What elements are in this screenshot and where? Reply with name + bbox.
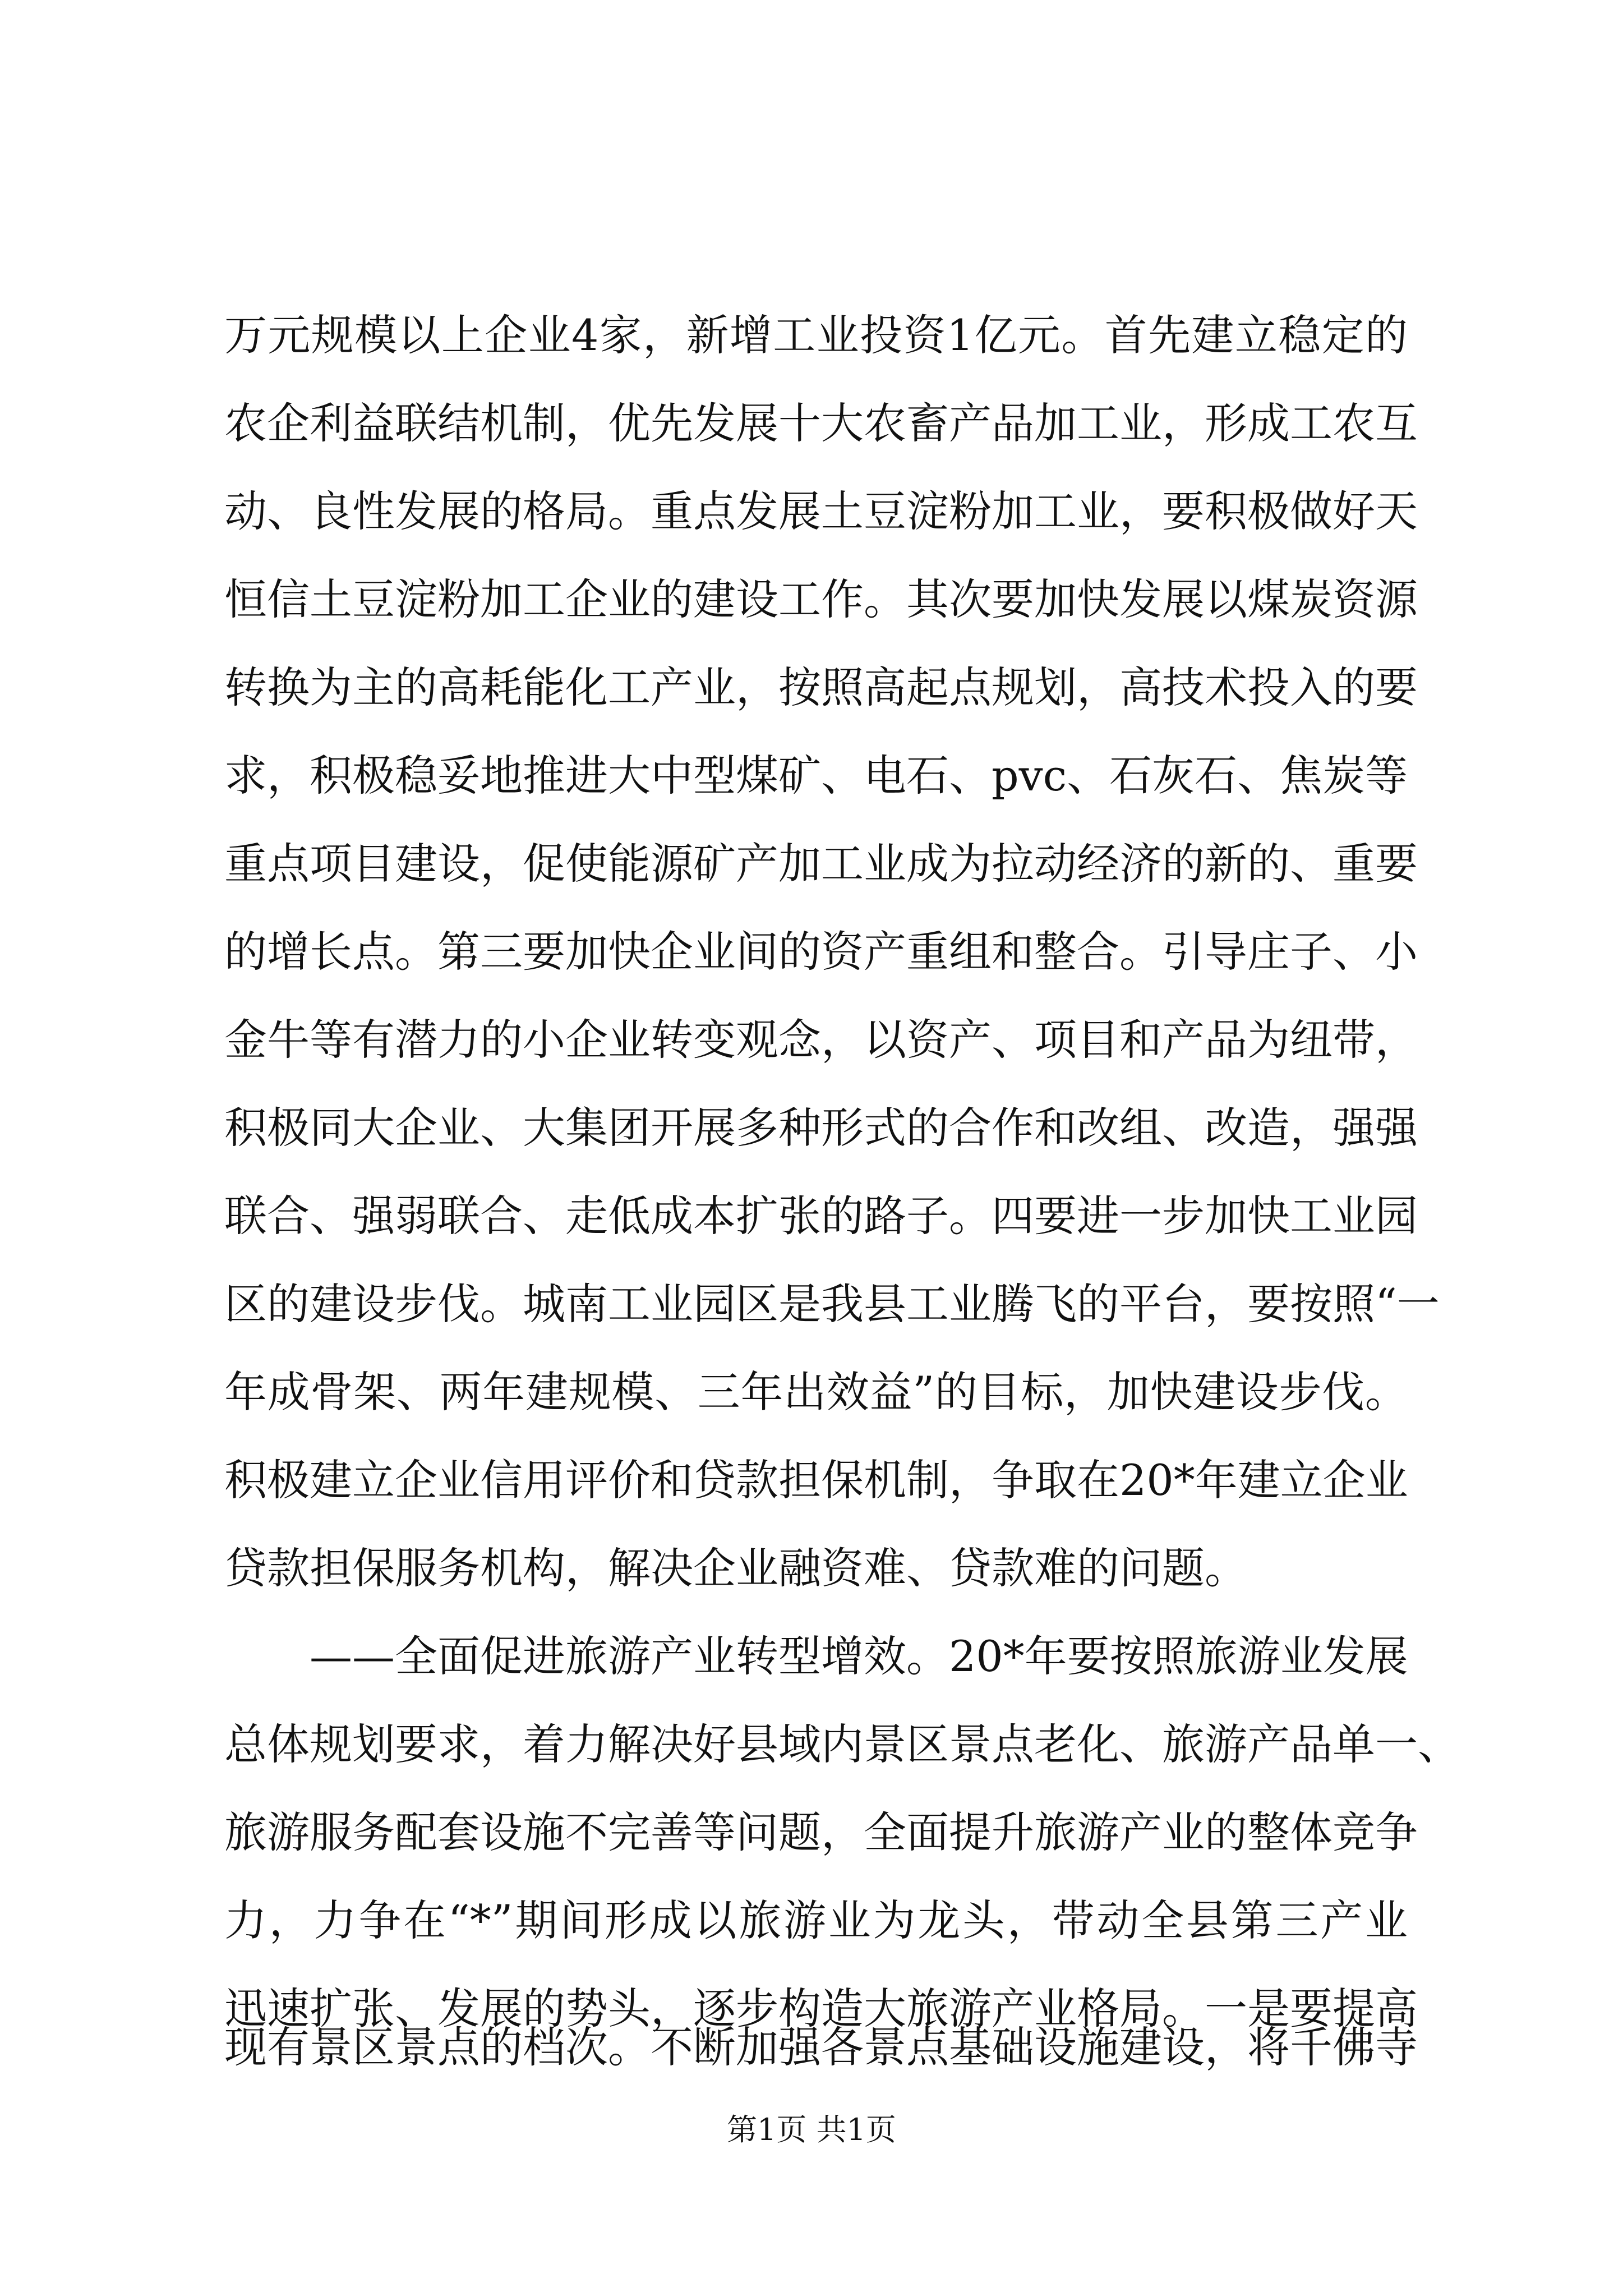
text-line-5: 转换为主的高耗能化工产业，按照高起点规划，高技术投入的要: [224, 662, 1418, 712]
text-line-21: 现有景区景点的档次。不断加强各景点基础设施建设，将千佛寺: [224, 2022, 1418, 2072]
text-line-19: 力，力争在“*”期间形成以旅游业为龙头，带动全县第三产业: [224, 1895, 1408, 1945]
text-line-15: 贷款担保服务机构，解决企业融资难、贷款难的问题。: [224, 1543, 1247, 1593]
page-number-label: 第1页 共1页: [727, 2112, 896, 2147]
text-line-12: 区的建设步伐。城南工业园区是我县工业腾飞的平台，要按照“一: [224, 1279, 1440, 1329]
text-line-7: 重点项目建设，促使能源矿产加工业成为拉动经济的新的、重要: [224, 839, 1418, 889]
text-line-16: ——全面促进旅游产业转型增效。20*年要按照旅游业发展: [224, 1631, 1408, 1681]
text-line-8: 的增长点。第三要加快企业间的资产重组和整合。引导庄子、小: [224, 927, 1418, 977]
text-line-4: 恒信土豆淀粉加工企业的建设工作。其次要加快发展以煤炭资源: [224, 574, 1418, 624]
text-line-3: 动、良性发展的格局。重点发展土豆淀粉加工业，要积极做好天: [224, 486, 1418, 536]
text-line-10: 积极同大企业、大集团开展多种形式的合作和改组、改造，强强: [224, 1103, 1418, 1153]
page-footer: [0, 2110, 1623, 2150]
text-line-2: 农企利益联结机制，优先发展十大农畜产品加工业，形成工农互: [224, 398, 1418, 448]
text-line-11: 联合、强弱联合、走低成本扩张的路子。四要进一步加快工业园: [224, 1191, 1418, 1241]
text-line-17: 总体规划要求，着力解决好县域内景区景点老化、旅游产品单一、: [224, 1719, 1460, 1769]
text-line-18: 旅游服务配套设施不完善等问题，全面提升旅游产业的整体竞争: [224, 1807, 1418, 1857]
text-line-20: 迅速扩张、发展的势头，逐步构造大旅游产业格局。一是要提高: [224, 1984, 1418, 2033]
text-line-13: 年成骨架、两年建规模、三年出效益”的目标，加快建设步伐。: [224, 1367, 1408, 1417]
text-line-6: 求，积极稳妥地推进大中型煤矿、电石、pvc、石灰石、焦炭等: [224, 751, 1408, 800]
text-line-9: 金牛等有潜力的小企业转变观念，以资产、项目和产品为纽带，: [224, 1015, 1418, 1065]
text-line-1: 万元规模以上企业4家，新增工业投资1亿元。首先建立稳定的: [224, 310, 1408, 360]
text-line-14: 积极建立企业信用评价和贷款担保机制，争取在20*年建立企业: [224, 1455, 1408, 1505]
